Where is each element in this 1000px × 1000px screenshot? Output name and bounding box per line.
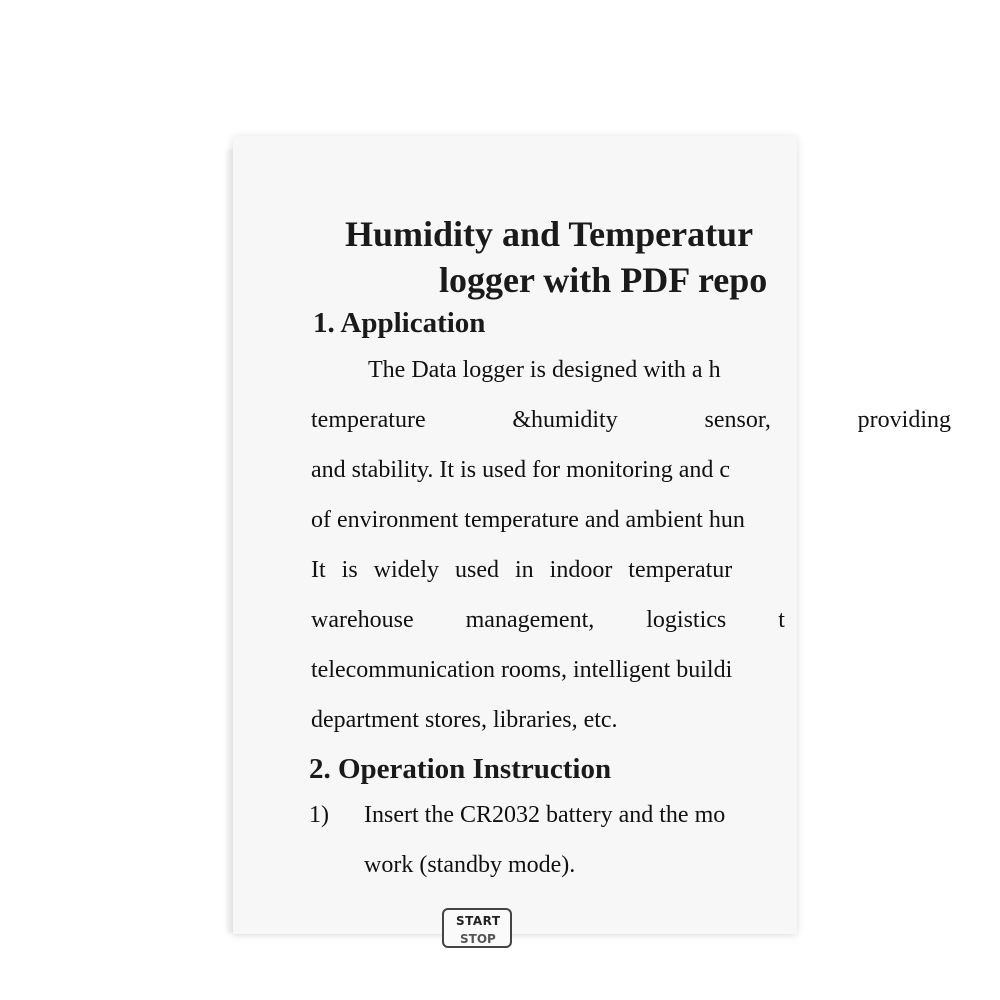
paragraph-line: It is widely used in indoor temperatur	[311, 557, 733, 583]
step-number: 1)	[309, 802, 329, 828]
paragraph-line: temperature &humidity sensor, providing	[311, 407, 951, 433]
step-text-line: work (standby mode).	[364, 852, 576, 878]
step-text-line: Insert the CR2032 battery and the mo	[364, 802, 726, 828]
start-button-illustration	[442, 908, 512, 948]
paragraph-line: The Data logger is designed with a h	[368, 357, 721, 383]
section-heading-application: 1. Application	[313, 307, 486, 339]
stop-label-partial: STOP	[460, 932, 496, 946]
manual-page	[233, 136, 951, 946]
paragraph-line: and stability. It is used for monitoring and c	[311, 457, 731, 483]
paragraph-line: telecommunication rooms, intelligent buildi	[311, 657, 733, 683]
section-heading-operation: 2. Operation Instruction	[309, 753, 612, 785]
document-title-line-1: Humidity and Temperatur	[345, 214, 754, 254]
document-title-line-2: logger with PDF repo	[439, 260, 768, 300]
start-label: START	[456, 914, 501, 928]
paragraph-line: warehouse management, logistics t	[311, 607, 785, 633]
paragraph-line: department stores, libraries, etc.	[311, 707, 618, 733]
paragraph-line: of environment temperature and ambient hun	[311, 507, 745, 533]
